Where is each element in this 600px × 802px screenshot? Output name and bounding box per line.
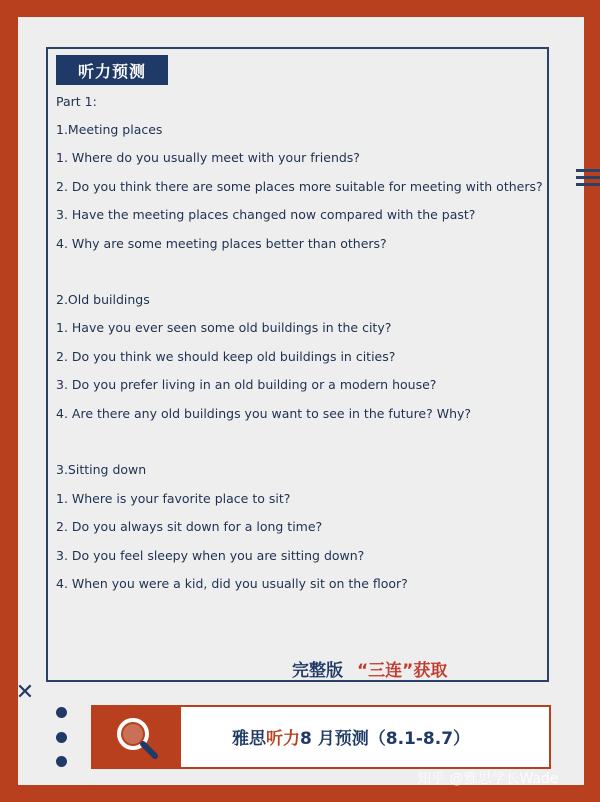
question-line: 3. Do you feel sleepy when you are sitting down? — [56, 548, 365, 563]
banner-icon-block — [93, 707, 181, 767]
cross-icon: ✕ — [15, 680, 35, 705]
part-heading: Part 1: — [56, 94, 97, 109]
watermark: 知乎 @雅思学长Wade — [417, 771, 559, 787]
question-line: 4. When you were a kid, did you usually sit on the floor? — [56, 576, 408, 591]
question-line: 3. Have the meeting places changed now compared with the past? — [56, 207, 476, 222]
cta-text — [292, 656, 447, 681]
question-line: 2. Do you think there are some places more suitable for meeting with others? — [56, 179, 543, 194]
question-line: 3. Do you prefer living in an old building or a modern house? — [56, 377, 437, 392]
topic-heading: 3.Sitting down — [56, 462, 147, 477]
banner-prefix: 雅思 — [232, 729, 266, 749]
question-line: 2. Do you always sit down for a long time? — [56, 519, 323, 534]
question-line: 4. Are there any old buildings you want to see in the future? Why? — [56, 406, 472, 421]
decorative-dot — [56, 732, 67, 743]
cta-full-version: 完整版 — [292, 661, 343, 681]
question-line: 1. Where do you usually meet with your friends? — [56, 150, 360, 165]
decorative-lines — [576, 169, 600, 190]
decorative-dot — [56, 707, 67, 718]
question-line: 1. Have you ever seen some old buildings in the city? — [56, 320, 392, 335]
section-title-tag: 听力预测 — [56, 55, 168, 85]
question-line: 1. Where is your favorite place to sit? — [56, 491, 291, 506]
topic-heading: 1.Meeting places — [56, 122, 163, 137]
magnifier-icon — [93, 707, 181, 767]
question-line: 4. Why are some meeting places better than others? — [56, 236, 387, 251]
cta-triple-action: “三连”获取 — [357, 661, 448, 681]
topic-heading: 2.Old buildings — [56, 292, 150, 307]
question-line: 2. Do you think we should keep old buildings in cities? — [56, 349, 396, 364]
banner-title — [232, 724, 470, 749]
banner-highlight: 听力 — [266, 729, 300, 749]
decorative-dot — [56, 756, 67, 767]
banner-suffix: 8 月预测（8.1-8.7） — [300, 729, 471, 749]
